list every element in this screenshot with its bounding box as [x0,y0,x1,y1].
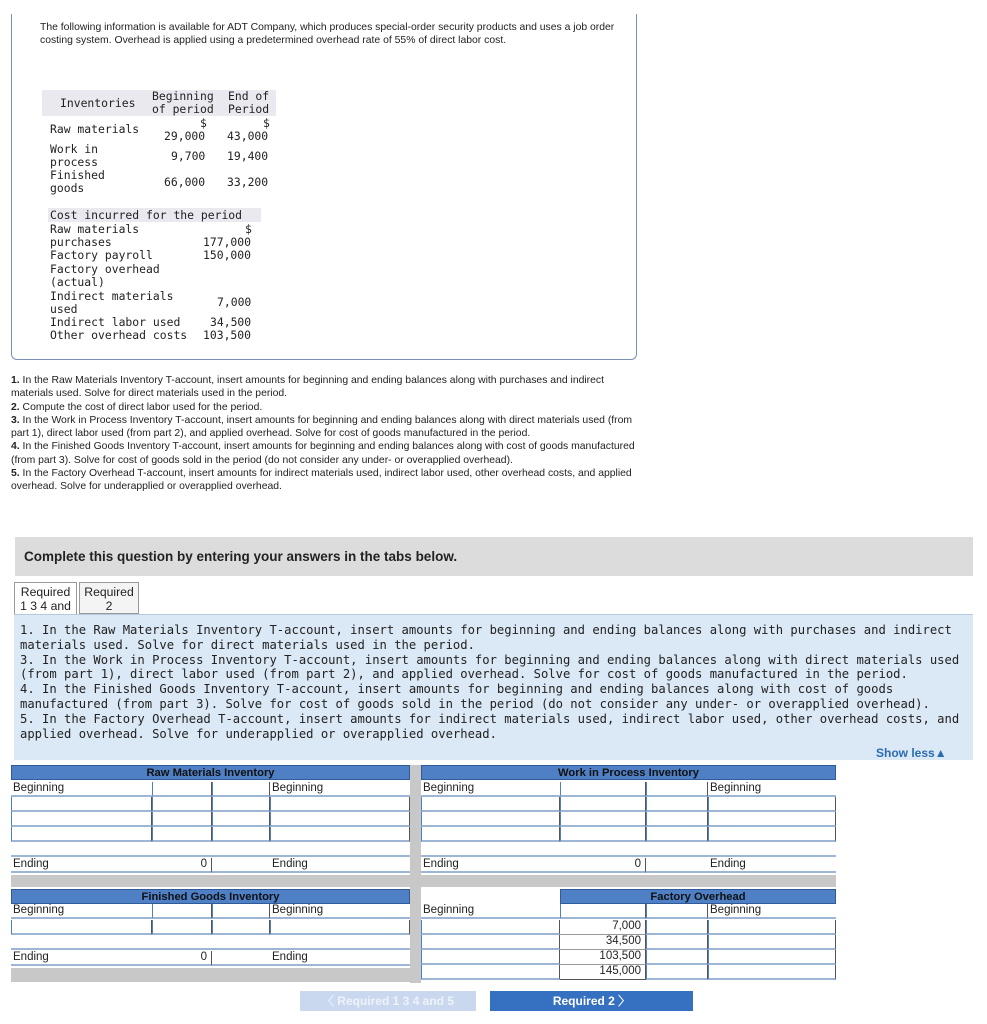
amount-input[interactable] [212,920,270,935]
instruction-item: 4. In the Finished Goods Inventory T-account, insert amounts for beginning and ending balances along with cost of goods manufactured (from part 3). Solve for cost of goods sold in the period (do not consider any under- or overapplied overhead). [11,441,635,466]
taccount-label: Beginning [270,782,410,797]
ending-balance: 0 [152,858,212,873]
instruction-item: 5. In the Factory Overhead T-account, insert amounts for indirect materials used, indirect labor used, other overhead costs, and applied overhead. Solve for underapplied or overapplied overhead. [11,468,632,493]
cost-row-label: Raw materials purchases [50,222,140,250]
amount-input[interactable] [646,904,708,919]
taccount-label: Ending [270,858,410,873]
prev-required-button[interactable]: 〈 Required 1 3 4 and 5 [300,991,476,1011]
taccount-empty [212,951,270,966]
taccount-label: Beginning [11,782,152,797]
tab-required-2[interactable] [79,582,139,614]
taccount-label: Beginning [421,904,560,919]
cost-value: 150,000 [203,248,252,262]
label-input[interactable] [421,827,560,842]
overhead-total: 145,000 [560,965,646,980]
inv-dollar-sign: $ [200,116,207,130]
taccount-label: Ending [11,858,152,873]
amount-input[interactable] [152,920,212,935]
amount-input[interactable] [646,782,708,797]
cost-value: 7,000 [217,295,252,309]
inventories-header: Inventories [60,96,136,110]
inv-end-value: 33,200 [227,175,269,189]
taccount-empty [646,858,708,873]
amount-input[interactable] [646,950,708,965]
label-input[interactable] [11,797,152,812]
amount-input[interactable] [152,827,212,842]
taccount-title: Factory Overhead [560,889,836,904]
taccount-label: Beginning [270,904,410,919]
amount-input[interactable] [560,904,646,919]
label-input[interactable] [708,827,836,842]
begin-period-header: Beginning of period [152,89,214,116]
instructions [11,374,641,494]
amount-input[interactable] [212,904,270,919]
label-input[interactable] [421,812,560,827]
end-period-header: End of Period [228,89,270,116]
tab-label: 1 3 4 and [20,599,71,613]
requirement-text: 4. In the Finished Goods Inventory T-account, insert amounts for beginning and ending balances along with cost of goods manufactured (from part 3). Solve for cost of goods sold in the period (do not consider any under- or overapplied overhead). [20,682,930,711]
taccount-label: Ending [270,951,410,966]
amount-input[interactable] [212,827,270,842]
taccount-footer [421,875,836,887]
requirement-text: 3. In the Work in Process Inventory T-account, insert amounts for beginning and ending balances along with direct materials used (from part 1), direct labor used (from part 2), and applied overhead. Solve for cost of goods manufactured in the period. [20,652,960,682]
show-less-link[interactable]: Show less▲ [876,746,947,760]
inv-begin-value: 29,000 [164,129,206,143]
amount-input[interactable] [560,827,646,842]
inv-begin-value: 66,000 [164,175,206,189]
taccount-blank-row [11,935,410,950]
label-input[interactable] [708,920,836,935]
tab-label: Required [20,585,71,599]
label-input[interactable] [270,827,410,842]
label-input[interactable] [421,797,560,812]
label-input[interactable] [421,965,560,980]
label-input[interactable] [421,950,560,965]
amount-input[interactable] [212,782,270,797]
raw-materials-taccount [11,765,410,887]
label-input[interactable] [708,812,836,827]
tab-label: 2 [105,599,113,613]
amount-input[interactable] [560,812,646,827]
instruction-item: 2. Compute the cost of direct labor used for the period. [11,401,263,413]
taccount-blank-row [421,842,836,857]
label-input[interactable] [11,827,152,842]
amount-input[interactable] [152,904,212,919]
factory-overhead-taccount [421,889,836,984]
next-required-button[interactable]: Required 2 〉 [490,991,693,1011]
label-input[interactable] [708,950,836,965]
overhead-value: 34,500 [560,935,646,950]
amount-input[interactable] [560,797,646,812]
label-input[interactable] [270,920,410,935]
label-input[interactable] [11,812,152,827]
label-input[interactable] [421,920,560,935]
finished-goods-taccount [11,889,410,984]
requirements-panel [14,614,973,760]
taccount-separator [410,765,421,983]
ending-balance: 0 [152,951,212,966]
taccount-label: Ending [11,951,152,966]
amount-input[interactable] [152,782,212,797]
amount-input[interactable] [646,965,708,980]
amount-input[interactable] [152,812,212,827]
taccount-footer [11,875,410,887]
cost-dollar-sign: $ [245,222,252,236]
ending-balance: 0 [560,858,646,873]
cost-row-label: Factory payroll [50,248,153,262]
amount-input[interactable] [646,827,708,842]
intro-text: The following information is available for ADT Company, which produces special-order security products and uses a job order costing system. Overhead is applied using a predetermined overhead rate of 55% of direct labor cost. [40,22,615,47]
amount-input[interactable] [212,797,270,812]
instruction-item: 1. In the Raw Materials Inventory T-account, insert amounts for beginning and ending balances along with purchases and indirect materials used. Solve for direct materials used in the period. [11,375,605,400]
amount-input[interactable] [646,812,708,827]
taccount-empty [212,858,270,873]
costs-header: Cost incurred for the period [50,208,243,222]
taccount-title: Raw Materials Inventory [11,765,410,780]
instruction-item: 3. In the Work in Process Inventory T-account, insert amounts for beginning and ending balances along with direct materials used (from part 1), direct labor used (from part 2), and applied overhead. Solve for cost of goods manufactured in the period. [11,414,633,440]
inv-row-label: Work in process [50,142,99,169]
requirement-text: 5. In the Factory Overhead T-account, insert amounts for indirect materials used, indirect labor used, other overhead costs, and applied overhead. Solve for underapplied or overapplied overhead. [20,711,960,741]
cost-value: 103,500 [203,328,252,342]
inv-end-value: 43,000 [227,129,269,143]
label-input[interactable] [270,812,410,827]
amount-input[interactable] [152,797,212,812]
taccount-title: Work in Process Inventory [421,765,836,780]
cost-value: 34,500 [210,315,252,329]
label-input[interactable] [270,797,410,812]
taccount-footer [11,968,410,982]
label-input[interactable] [421,935,560,950]
taccount-label: Beginning [421,782,560,797]
amount-input[interactable] [646,920,708,935]
cost-value: 177,000 [203,235,252,249]
requirement-text: 1. In the Raw Materials Inventory T-account, insert amounts for beginning and ending balances along with purchases and indirect materials used. Solve for direct materials used in the period. [20,623,952,652]
amount-input[interactable] [646,797,708,812]
label-input[interactable] [708,797,836,812]
amount-input[interactable] [560,782,646,797]
taccount-blank-row [11,842,410,857]
taccount-label: Ending [421,858,560,873]
wip-taccount [421,765,836,887]
taccount-label: Beginning [708,782,836,797]
amount-input[interactable] [212,812,270,827]
inv-dollar-sign: $ [263,116,270,130]
overhead-value: 103,500 [560,950,646,965]
cost-row-label: Factory overhead (actual) [50,262,160,290]
taccount-label: Beginning [11,904,152,919]
tab-required-134-and-5[interactable] [14,582,77,615]
cost-row-label: Indirect materials used [50,289,174,317]
label-input[interactable] [11,920,152,935]
inv-end-value: 19,400 [227,149,269,163]
amount-input[interactable] [646,935,708,950]
label-input[interactable] [708,935,836,950]
taccount-label: Beginning [708,904,836,919]
tab-label: Required [84,585,134,599]
label-input[interactable] [708,965,836,980]
taccount-label: Ending [708,858,836,873]
overhead-value: 7,000 [560,920,646,935]
cost-row-label: Other overhead costs [50,328,188,342]
cost-row-label: Indirect labor used [50,315,181,329]
inv-row-label: Raw materials [50,122,140,136]
taccount-title: Finished Goods Inventory [11,889,410,904]
inv-row-label: Finished goods [50,168,105,195]
inv-begin-value: 9,700 [171,149,206,163]
complete-prompt: Complete this question by entering your answers in the tabs below. [15,537,973,576]
